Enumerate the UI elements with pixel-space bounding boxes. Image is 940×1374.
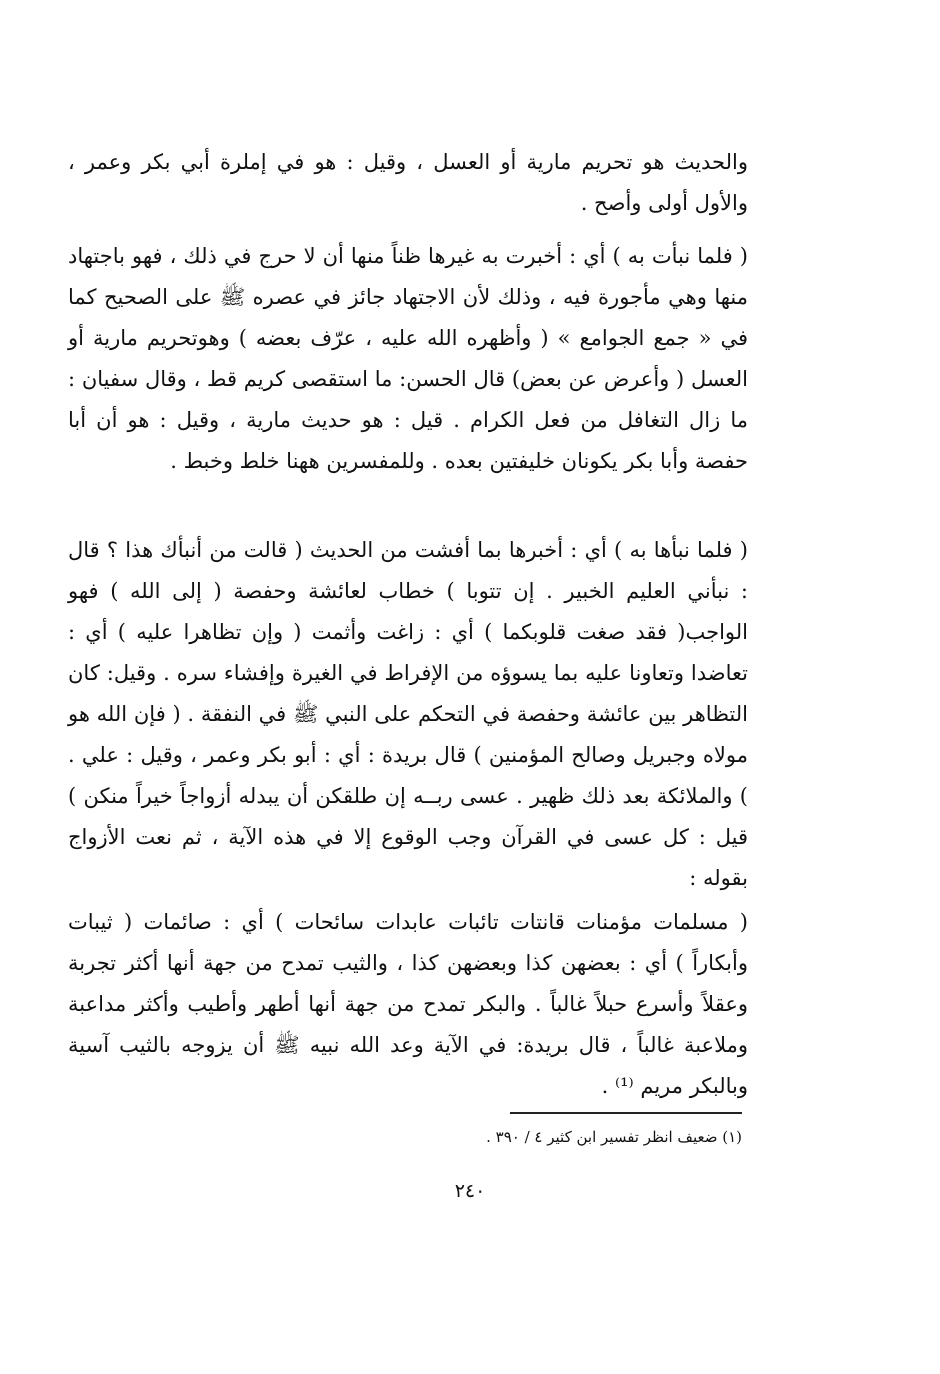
paragraph-3 [68, 530, 748, 899]
paragraph-1 [68, 142, 748, 224]
paragraph-text: والحديث هو تحريم مارية أو العسل ، وقيل : هو في إملرة أبي بكر وعمر ، والأول أولى وأصح . [68, 150, 748, 215]
paragraph-4 [68, 902, 748, 1107]
paragraph-text: ( مسلمات مؤمنات قانتات تائبات عابدات سائحات ) أي : صائمات ( ثيبات وأبكاراً ) أي : بعضهن كذا وبعضهن كذا ، والثيب تمدح من جهة أنها أكثر تجربة وعقلاً وأسرع حبلاً غالباً . والبكر تمدح من جهة أنها أطهر وأطيب وأكثر مداعبة وملاعبة غالباً ، قال بريدة: في الآية وعد الله نبيه ﷺ أن يزوجه بالثيب آسية وبالبكر مريم ⁽¹⁾ . [68, 910, 748, 1098]
footnote-divider [510, 1112, 742, 1114]
footnote: (١) ضعيف انظر تفسير ابن كثير ٤ / ٣٩٠ . [486, 1128, 742, 1146]
page-number: ٢٤٠ [454, 1180, 486, 1202]
paragraph-text: ( فلما نبأها به ) أي : أخبرها بما أفشت من الحديث ( قالت من أنبأك هذا ؟ قال : نبأني العليم الخبير . إن تتوبا ) خطاب لعائشة وحفصة ( إلى الله ) فهو الواجب( فقد صغت قلوبكما ) أي : زاغت وأثمت ( وإن تظاهرا عليه ) أي : تعاضدا وتعاونا عليه بما يسوؤه من الإفراط في الغيرة وإفشاء سره . وقيل: كان التظاهر بين عائشة وحفصة في التحكم على النبي ﷺ في النفقة . ( فإن الله هو مولاه وجبريل وصالح المؤمنين ) قال بريدة : أي : أبو بكر وعمر ، وقيل : علي . ) والملائكة بعد ذلك ظهير . عسى ربــه إن طلقكن أن يبدله أزواجاً خيراً منكن ) قيل : كل عسى في القرآن وجب الوقوع إلا في هذه الآية ، ثم نعت الأزواج بقوله : [68, 538, 748, 890]
paragraph-text: ( فلما نبأت به ) أي : أخبرت به غيرها ظناً منها أن لا حرج في ذلك ، فهو باجتهاد منها وهي مأجورة فيه ، وذلك لأن الاجتهاد جائز في عصره ﷺ على الصحيح كما في « جمع الجوامع » ( وأظهره الله عليه ، عرّف بعضه ) وهوتحريم مارية أو العسل ( وأعرض عن بعض) قال الحسن: ما استقصى كريم قط ، وقال سفيان : ما زال التغافل من فعل الكرام . قيل : هو حديث مارية ، وقيل : هو أن أبا حفصة وأبا بكر يكونان خليفتين بعده . وللمفسرين ههنا خلط وخبط . [68, 244, 748, 473]
paragraph-2 [68, 236, 748, 482]
